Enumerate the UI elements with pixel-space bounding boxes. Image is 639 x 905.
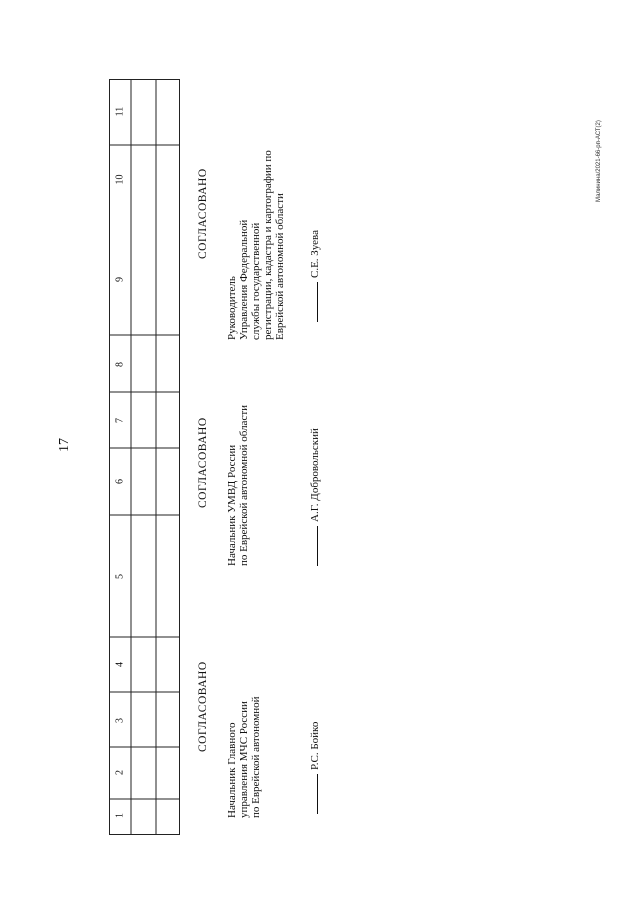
position-line: по Еврейской автономной <box>250 696 262 818</box>
blank-table <box>109 79 180 835</box>
approval-position-3 <box>226 150 286 340</box>
approval-title-3: СОГЛАСОВАНО <box>197 168 209 259</box>
column-number-3: 3 <box>114 718 126 723</box>
position-line: Начальник Главного <box>226 722 238 818</box>
signatory-name: Р.С. Бойко <box>309 721 321 770</box>
document-watermark: Малинина/2021-66-рп-АСТ(2) <box>596 120 602 202</box>
approval-signature-3 <box>309 230 321 322</box>
column-number-2: 2 <box>114 770 126 775</box>
approval-signature-1 <box>309 722 321 814</box>
approval-title-1: СОГЛАСОВАНО <box>197 661 209 752</box>
position-line: Начальник УМВД России <box>226 444 238 566</box>
column-number-4: 4 <box>114 662 126 667</box>
position-line: Руководитель <box>226 276 238 340</box>
signatory-name: А.Г. Добровольский <box>309 428 321 522</box>
signature-line <box>317 282 318 322</box>
approval-signature-2 <box>309 428 321 566</box>
position-line: Еврейской автономной области <box>274 193 286 340</box>
position-line: службы государственной <box>250 222 262 340</box>
position-line: регистрации, кадастра и картографии по <box>262 150 274 340</box>
signature-line <box>317 774 318 814</box>
signature-line <box>317 526 318 566</box>
approval-position-2 <box>226 405 250 566</box>
approval-position-1 <box>226 697 262 819</box>
column-number-10: 10 <box>114 174 126 185</box>
signatory-name: С.Е. Зуева <box>309 230 321 278</box>
approval-title-2: СОГЛАСОВАНО <box>197 417 209 508</box>
position-line: по Еврейской автономной области <box>238 404 250 566</box>
position-line: Управления Федеральной <box>238 219 250 340</box>
position-line: управления МЧС России <box>238 701 250 818</box>
column-number-9: 9 <box>114 277 126 282</box>
column-number-1: 1 <box>114 813 126 818</box>
page-number: 17 <box>57 438 72 452</box>
column-number-11: 11 <box>114 106 126 117</box>
column-number-6: 6 <box>114 479 126 484</box>
column-number-5: 5 <box>114 574 126 579</box>
column-number-8: 8 <box>114 362 126 367</box>
column-number-7: 7 <box>114 418 126 423</box>
